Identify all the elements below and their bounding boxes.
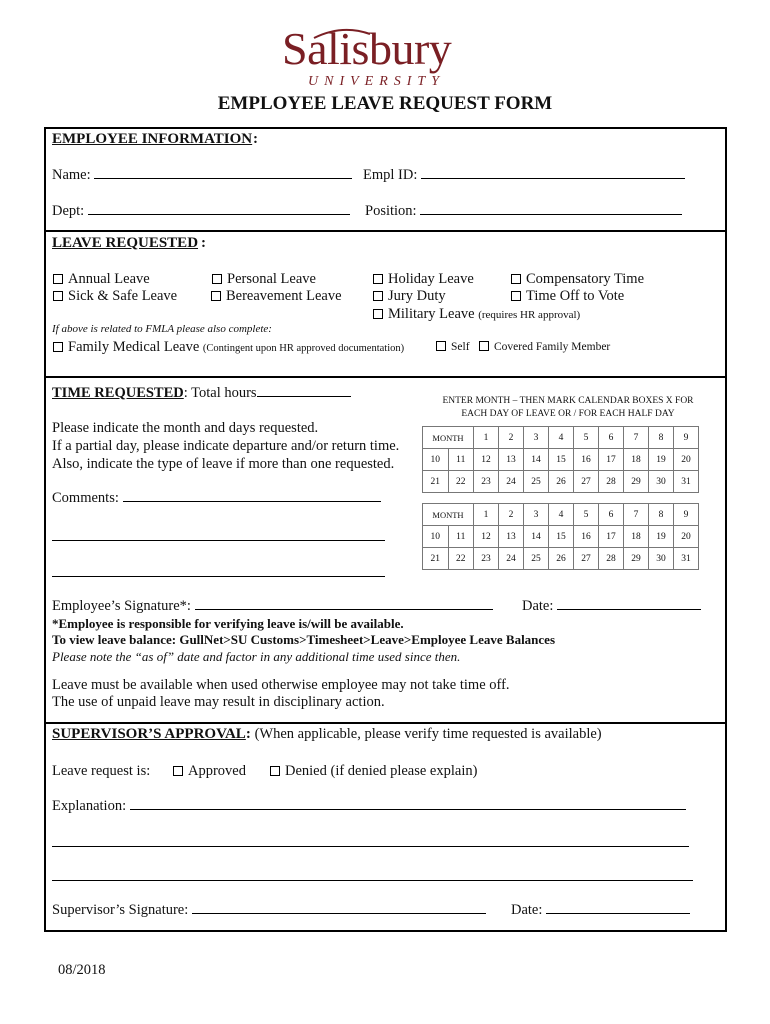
employee-date-label: Date: bbox=[522, 598, 554, 614]
day-cell[interactable]: 26 bbox=[549, 471, 574, 493]
personal-leave-checkbox[interactable]: Personal Leave bbox=[212, 271, 316, 288]
supervisor-date-label: Date: bbox=[511, 902, 543, 918]
comments-label: Comments: bbox=[52, 490, 119, 506]
month-cell[interactable]: MONTH bbox=[423, 427, 474, 449]
day-cell[interactable]: 31 bbox=[674, 471, 699, 493]
day-cell[interactable]: 5 bbox=[574, 504, 599, 526]
day-cell[interactable]: 8 bbox=[649, 427, 674, 449]
total-hours-label: : Total hours bbox=[183, 385, 257, 401]
month-cell[interactable]: MONTH bbox=[423, 504, 474, 526]
position-label: Position: bbox=[365, 203, 417, 219]
calendar-instructions: ENTER MONTH – THEN MARK CALENDAR BOXES X FOR EACH DAY OF LEAVE OR / FOR EACH HALF DAY bbox=[442, 396, 694, 419]
day-cell[interactable]: 14 bbox=[524, 526, 549, 548]
position-field[interactable] bbox=[365, 203, 682, 220]
day-cell[interactable]: 11 bbox=[448, 526, 474, 548]
day-cell[interactable]: 6 bbox=[599, 504, 624, 526]
military-leave-checkbox[interactable]: Military Leave (requires HR approval) bbox=[373, 306, 580, 323]
day-cell[interactable]: 28 bbox=[599, 471, 624, 493]
day-cell[interactable]: 10 bbox=[423, 526, 449, 548]
day-cell[interactable]: 17 bbox=[599, 449, 624, 471]
supervisor-signature-field[interactable] bbox=[52, 902, 486, 919]
supervisor-subtitle: (When applicable, please verify time requested is available) bbox=[254, 726, 602, 742]
day-cell[interactable]: 8 bbox=[649, 504, 674, 526]
day-cell[interactable]: 24 bbox=[499, 471, 524, 493]
compensatory-time-checkbox[interactable]: Compensatory Time bbox=[511, 271, 644, 288]
day-cell[interactable]: 29 bbox=[624, 548, 649, 570]
day-cell[interactable]: 2 bbox=[499, 504, 524, 526]
day-cell[interactable]: 11 bbox=[448, 449, 474, 471]
dept-label: Dept: bbox=[52, 203, 85, 219]
day-cell[interactable]: 1 bbox=[474, 427, 499, 449]
day-cell[interactable]: 3 bbox=[524, 427, 549, 449]
time-instructions: Please indicate the month and days requested. If a partial day, please indicate departure and/or return time. Also, indicate the type of leave if more than one requested. bbox=[52, 420, 400, 472]
name-field[interactable] bbox=[52, 167, 352, 184]
comments-line-2[interactable] bbox=[52, 540, 385, 541]
day-cell[interactable]: 7 bbox=[624, 504, 649, 526]
employee-date-field[interactable] bbox=[522, 598, 701, 615]
day-cell[interactable]: 20 bbox=[674, 449, 699, 471]
fmla-covered-family-checkbox[interactable]: Covered Family Member bbox=[479, 341, 610, 353]
leave-balance-note: To view leave balance: GullNet>SU Customs>Timesheet>Leave>Employee Leave Balances bbox=[52, 632, 556, 647]
supervisor-section bbox=[44, 722, 727, 932]
annual-leave-checkbox[interactable]: Annual Leave bbox=[53, 271, 150, 288]
explanation-field[interactable] bbox=[52, 798, 686, 815]
explanation-label: Explanation: bbox=[52, 798, 127, 814]
day-cell[interactable]: 27 bbox=[574, 471, 599, 493]
day-cell[interactable]: 27 bbox=[574, 548, 599, 570]
fmla-contingent-note: (Contingent upon HR approved documentation) bbox=[202, 343, 405, 354]
employee-info-heading: EMPLOYEE INFORMATION bbox=[52, 131, 253, 147]
day-cell[interactable]: 21 bbox=[423, 548, 449, 570]
day-cell[interactable]: 25 bbox=[524, 548, 549, 570]
explanation-line-2[interactable] bbox=[52, 846, 689, 847]
day-cell[interactable]: 5 bbox=[574, 427, 599, 449]
name-label: Name: bbox=[52, 167, 91, 183]
day-cell[interactable]: 2 bbox=[499, 427, 524, 449]
time-requested-heading: TIME REQUESTED bbox=[52, 385, 184, 401]
day-cell[interactable]: 23 bbox=[474, 548, 499, 570]
day-cell[interactable]: 31 bbox=[674, 548, 699, 570]
day-cell[interactable]: 26 bbox=[549, 548, 574, 570]
employee-signature-label: Employee’s Signature*: bbox=[52, 598, 191, 614]
holiday-leave-checkbox[interactable]: Holiday Leave bbox=[373, 271, 474, 288]
day-cell[interactable]: 13 bbox=[499, 526, 524, 548]
as-of-note: Please note the “as of” date and factor in any additional time used since then. bbox=[52, 649, 461, 664]
time-requested-row[interactable] bbox=[52, 385, 351, 402]
day-cell[interactable]: 23 bbox=[474, 471, 499, 493]
unpaid-leave-note: The use of unpaid leave may result in disciplinary action. bbox=[52, 694, 385, 710]
availability-note: Leave must be available when used otherwise employee may not take time off. bbox=[52, 677, 510, 693]
day-cell[interactable]: 17 bbox=[599, 526, 624, 548]
day-cell[interactable]: 4 bbox=[549, 504, 574, 526]
logo-wordmark: Salisbury bbox=[282, 23, 452, 74]
heading-colon: : bbox=[201, 235, 206, 251]
day-cell[interactable]: 19 bbox=[649, 449, 674, 471]
day-cell[interactable]: 18 bbox=[624, 526, 649, 548]
day-cell[interactable]: 20 bbox=[674, 526, 699, 548]
jury-duty-checkbox[interactable]: Jury Duty bbox=[373, 288, 446, 305]
day-cell[interactable]: 30 bbox=[649, 471, 674, 493]
day-cell[interactable]: 13 bbox=[499, 449, 524, 471]
responsibility-note: *Employee is responsible for verifying leave is/will be available. bbox=[52, 616, 404, 631]
day-cell[interactable]: 29 bbox=[624, 471, 649, 493]
day-cell[interactable]: 19 bbox=[649, 526, 674, 548]
leave-request-label: Leave request is: bbox=[52, 763, 151, 779]
sick-leave-checkbox[interactable]: Sick & Safe Leave bbox=[53, 288, 177, 305]
day-cell[interactable]: 30 bbox=[649, 548, 674, 570]
day-cell[interactable]: 16 bbox=[574, 526, 599, 548]
form-title: EMPLOYEE LEAVE REQUEST FORM bbox=[217, 93, 553, 114]
day-cell[interactable]: 3 bbox=[524, 504, 549, 526]
day-cell[interactable]: 25 bbox=[524, 471, 549, 493]
supervisor-heading: SUPERVISOR’S APPROVAL bbox=[52, 726, 246, 742]
comments-line-3[interactable] bbox=[52, 576, 385, 577]
day-cell[interactable]: 22 bbox=[448, 548, 474, 570]
day-cell[interactable]: 15 bbox=[549, 526, 574, 548]
day-cell[interactable]: 10 bbox=[423, 449, 449, 471]
bereavement-leave-checkbox[interactable]: Bereavement Leave bbox=[211, 288, 342, 305]
empl-id-label: Empl ID: bbox=[363, 167, 418, 183]
form-revision-date: 08/2018 bbox=[58, 962, 106, 978]
day-cell[interactable]: 18 bbox=[624, 449, 649, 471]
day-cell[interactable]: 12 bbox=[474, 526, 499, 548]
logo-subtitle: UNIVERSITY bbox=[308, 74, 445, 89]
day-cell[interactable]: 4 bbox=[549, 427, 574, 449]
empl-id-field[interactable] bbox=[363, 167, 685, 184]
supervisor-date-field[interactable] bbox=[511, 902, 690, 919]
calendar-grid-1 bbox=[422, 426, 699, 493]
explanation-line-3[interactable] bbox=[52, 880, 693, 881]
day-cell[interactable]: 9 bbox=[674, 427, 699, 449]
day-cell[interactable]: 1 bbox=[474, 504, 499, 526]
supervisor-heading-row: SUPERVISOR’S APPROVAL: (When applicable, please verify time requested is available) bbox=[52, 726, 602, 742]
day-cell[interactable]: 9 bbox=[674, 504, 699, 526]
calendar-grid-2 bbox=[422, 503, 699, 570]
day-cell[interactable]: 6 bbox=[599, 427, 624, 449]
supervisor-signature-label: Supervisor’s Signature: bbox=[52, 902, 189, 918]
day-cell[interactable]: 15 bbox=[549, 449, 574, 471]
approved-checkbox[interactable]: Approved bbox=[173, 763, 246, 780]
day-cell[interactable]: 22 bbox=[448, 471, 474, 493]
comments-field[interactable] bbox=[52, 490, 381, 507]
military-note: (requires HR approval) bbox=[478, 309, 581, 321]
day-cell[interactable]: 7 bbox=[624, 427, 649, 449]
dept-field[interactable] bbox=[52, 203, 350, 220]
fmla-note: If above is related to FMLA please also complete: bbox=[52, 323, 272, 335]
leave-requested-heading: LEAVE REQUESTED bbox=[52, 235, 199, 251]
denied-checkbox[interactable]: Denied (if denied please explain) bbox=[270, 763, 477, 780]
fmla-checkbox[interactable]: Family Medical Leave (Contingent upon HR approved documentation) bbox=[53, 339, 404, 356]
day-cell[interactable]: 16 bbox=[574, 449, 599, 471]
day-cell[interactable]: 28 bbox=[599, 548, 624, 570]
day-cell[interactable]: 12 bbox=[474, 449, 499, 471]
time-off-vote-checkbox[interactable]: Time Off to Vote bbox=[511, 288, 624, 305]
day-cell[interactable]: 14 bbox=[524, 449, 549, 471]
fmla-self-checkbox[interactable]: Self bbox=[436, 341, 470, 353]
day-cell[interactable]: 24 bbox=[499, 548, 524, 570]
day-cell[interactable]: 21 bbox=[423, 471, 449, 493]
heading-colon: : bbox=[253, 131, 258, 147]
employee-signature-field[interactable] bbox=[52, 598, 493, 615]
